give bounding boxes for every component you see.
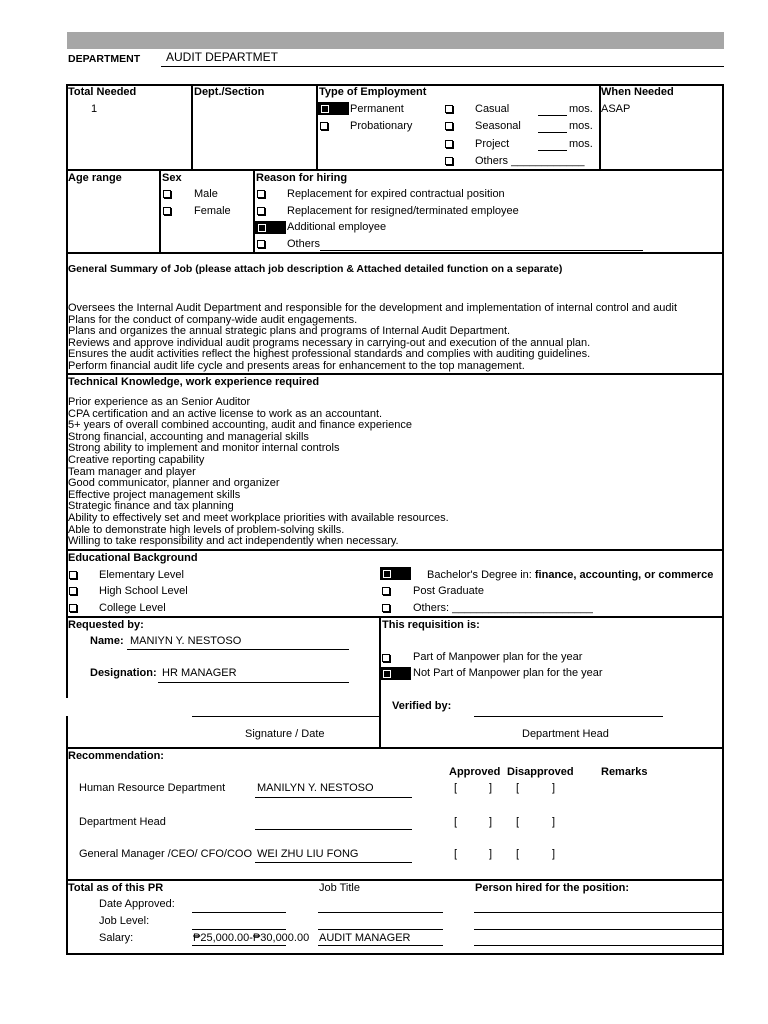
rec-gm-disapproved-bracket-open[interactable]: [ — [516, 848, 520, 860]
male-label: Male — [194, 188, 218, 200]
rec-hr-approved-bracket-open[interactable]: [ — [454, 782, 458, 794]
rec-hr-disapproved-bracket-open[interactable]: [ — [516, 782, 520, 794]
part-plan-label: Part of Manpower plan for the year — [413, 651, 583, 663]
technical-line: Able to demonstrate high levels of problem-solving skills. — [68, 523, 345, 536]
part-plan-checkbox[interactable] — [382, 654, 390, 662]
technical-line: Strong financial, accounting and managerial skills — [68, 430, 309, 443]
when-needed-value: ASAP — [601, 103, 631, 115]
total-pr-label: Total as of this PR — [68, 882, 164, 894]
technical-line: Good communicator, planner and organizer — [68, 477, 280, 490]
technical-body — [68, 397, 449, 548]
job-title-label: Job Title — [319, 882, 360, 894]
department-underline — [161, 66, 724, 67]
designation-label: Designation: — [90, 667, 157, 679]
post-graduate-label: Post Graduate — [413, 585, 484, 597]
rec-hr-disapproved-bracket-close[interactable]: ] — [552, 782, 556, 794]
bachelor-label — [427, 569, 713, 582]
technical-line: Strategic finance and tax planning — [68, 500, 234, 513]
not-part-plan-checkbox-checked[interactable] — [380, 667, 411, 680]
post-graduate-checkbox[interactable] — [382, 587, 390, 595]
disapproved-header: Disapproved — [507, 766, 574, 778]
remarks-header: Remarks — [601, 766, 648, 778]
left-gap-mask — [64, 698, 70, 716]
summary-heading: General Summary of Job (please attach job description & Attached detailed function on a separate) — [68, 263, 563, 275]
summary-line: Plans and organizes the annual strategic plans and programs of Internal Audit Department. — [68, 325, 511, 338]
rec-gm-approved-bracket-open[interactable]: [ — [454, 848, 458, 860]
project-label: Project — [475, 138, 510, 150]
permanent-checkbox-checked[interactable] — [318, 102, 349, 115]
rec-gm-disapproved-bracket-close[interactable]: ] — [552, 848, 556, 860]
reason-expired-checkbox[interactable] — [257, 190, 265, 198]
project-checkbox[interactable] — [445, 140, 453, 148]
education-heading: Educational Background — [68, 552, 198, 564]
high-school-checkbox[interactable] — [69, 587, 77, 595]
when-needed-label: When Needed — [601, 86, 674, 98]
type-of-employment-label: Type of Employment — [319, 86, 427, 98]
rec-gm-approved-bracket-close[interactable]: ] — [489, 848, 493, 860]
male-checkbox[interactable] — [163, 190, 171, 198]
technical-line: 5+ years of overall combined accounting, audit and finance experience — [68, 419, 412, 432]
elementary-label: Elementary Level — [99, 569, 184, 581]
probationary-checkbox[interactable] — [320, 122, 328, 130]
summary-line: Plans for the conduct of company-wide audit engagements. — [68, 313, 358, 326]
department-head-label: Department Head — [522, 728, 609, 740]
summary-line: Oversees the Internal Audit Department and responsible for the development and implementation of internal control and audit — [68, 302, 678, 314]
technical-line: Ability to effectively set and meet workplace priorities with available resources. — [68, 511, 449, 524]
rec-depthead-label: Department Head — [79, 816, 166, 828]
name-label: Name: — [90, 635, 124, 647]
job-title-value: AUDIT MANAGER — [319, 932, 411, 944]
signature-date-label: Signature / Date — [245, 728, 325, 740]
casual-label: Casual — [475, 103, 510, 115]
permanent-label: Permanent — [350, 103, 404, 115]
approved-header: Approved — [449, 766, 501, 778]
salary-value: ₱25,000.00-₱30,000.00 — [193, 932, 310, 944]
others-employment-checkbox[interactable] — [445, 157, 453, 165]
others-education-label: Others: _______________________ — [413, 602, 593, 614]
others-education-checkbox[interactable] — [382, 604, 390, 612]
casual-mos: mos. — [569, 103, 593, 115]
technical-line: Team manager and player — [68, 465, 196, 478]
bachelor-checkbox-checked[interactable] — [380, 567, 411, 580]
technical-line: Prior experience as an Senior Auditor — [68, 396, 251, 408]
requisition-label: This requisition is: — [382, 619, 480, 631]
seasonal-checkbox[interactable] — [445, 122, 453, 130]
salary-label: Salary: — [99, 932, 134, 944]
reason-additional-label: Additional employee — [287, 221, 387, 233]
reason-others-label: Others — [287, 238, 321, 250]
bachelor-fields: finance, accounting, or commerce — [534, 569, 714, 581]
reason-others-checkbox[interactable] — [257, 240, 265, 248]
job-level-label: Job Level: — [99, 915, 150, 927]
rec-hr-label: Human Resource Department — [79, 782, 226, 794]
female-checkbox[interactable] — [163, 207, 171, 215]
rec-gm-value: WEI ZHU LIU FONG — [257, 848, 359, 860]
rec-gm-label: General Manager /CEO/ CFO/COO — [79, 848, 252, 860]
reason-for-hiring-label: Reason for hiring — [256, 172, 348, 184]
college-label: College Level — [99, 602, 166, 614]
reason-additional-checkbox-checked[interactable] — [255, 221, 286, 234]
reason-expired-label: Replacement for expired contractual position — [287, 188, 505, 200]
requested-by-label: Requested by: — [68, 619, 144, 631]
seasonal-mos: mos. — [569, 120, 593, 132]
recommendation-heading: Recommendation: — [68, 750, 164, 762]
header-bar — [67, 32, 724, 49]
probationary-label: Probationary — [350, 120, 413, 132]
casual-checkbox[interactable] — [445, 105, 453, 113]
sex-label: Sex — [162, 172, 182, 184]
technical-line: Creative reporting capability — [68, 453, 205, 466]
summary-line: Perform financial audit life cycle and presents areas for enhancement to the top management. — [68, 359, 525, 372]
date-approved-label: Date Approved: — [99, 898, 175, 910]
summary-line: Reviews and approve individual audit programs necessary in carrying-out and execution of the annual plan. — [68, 336, 591, 349]
dept-section-label: Dept./Section — [194, 86, 265, 98]
rec-depthead-approved-bracket-close[interactable]: ] — [489, 816, 493, 828]
seasonal-label: Seasonal — [475, 120, 521, 132]
reason-resigned-checkbox[interactable] — [257, 207, 265, 215]
person-hired-label: Person hired for the position: — [475, 882, 630, 894]
high-school-label: High School Level — [99, 585, 188, 597]
department-value: AUDIT DEPARTMET — [166, 50, 279, 64]
female-label: Female — [194, 205, 231, 217]
others-employment-label: Others ____________ — [475, 155, 585, 167]
department-label: DEPARTMENT — [68, 53, 141, 65]
technical-line: Effective project management skills — [68, 488, 241, 501]
not-part-plan-label: Not Part of Manpower plan for the year — [413, 667, 603, 679]
technical-line: Strong ability to implement and monitor internal controls — [68, 442, 340, 455]
rec-depthead-disapproved-bracket-close[interactable]: ] — [552, 816, 556, 828]
reason-resigned-label: Replacement for resigned/terminated employee — [287, 205, 519, 217]
total-needed-label: Total Needed — [68, 86, 137, 98]
technical-line: CPA certification and an active license to work as an accountant. — [68, 407, 383, 420]
project-mos: mos. — [569, 138, 593, 150]
summary-body — [68, 303, 677, 373]
rec-hr-approved-bracket-close[interactable]: ] — [489, 782, 493, 794]
technical-line: Willing to take responsibility and act independently when necessary. — [68, 535, 399, 548]
technical-heading: Technical Knowledge, work experience required — [68, 376, 320, 388]
rec-hr-value: MANILYN Y. NESTOSO — [257, 782, 374, 794]
total-needed-value: 1 — [91, 103, 98, 115]
name-value: MANIYN Y. NESTOSO — [130, 635, 242, 647]
rec-depthead-disapproved-bracket-open[interactable]: [ — [516, 816, 520, 828]
summary-line: Ensures the audit activities reflect the highest professional standards and complies with auditing guidelines. — [68, 348, 591, 361]
verified-by-label: Verified by: — [392, 700, 452, 712]
designation-value: HR MANAGER — [162, 667, 237, 679]
college-checkbox[interactable] — [69, 604, 77, 612]
age-range-label: Age range — [68, 172, 122, 184]
rec-depthead-approved-bracket-open[interactable]: [ — [454, 816, 458, 828]
bachelor-prefix: Bachelor's Degree in: — [427, 569, 535, 581]
elementary-checkbox[interactable] — [69, 571, 77, 579]
